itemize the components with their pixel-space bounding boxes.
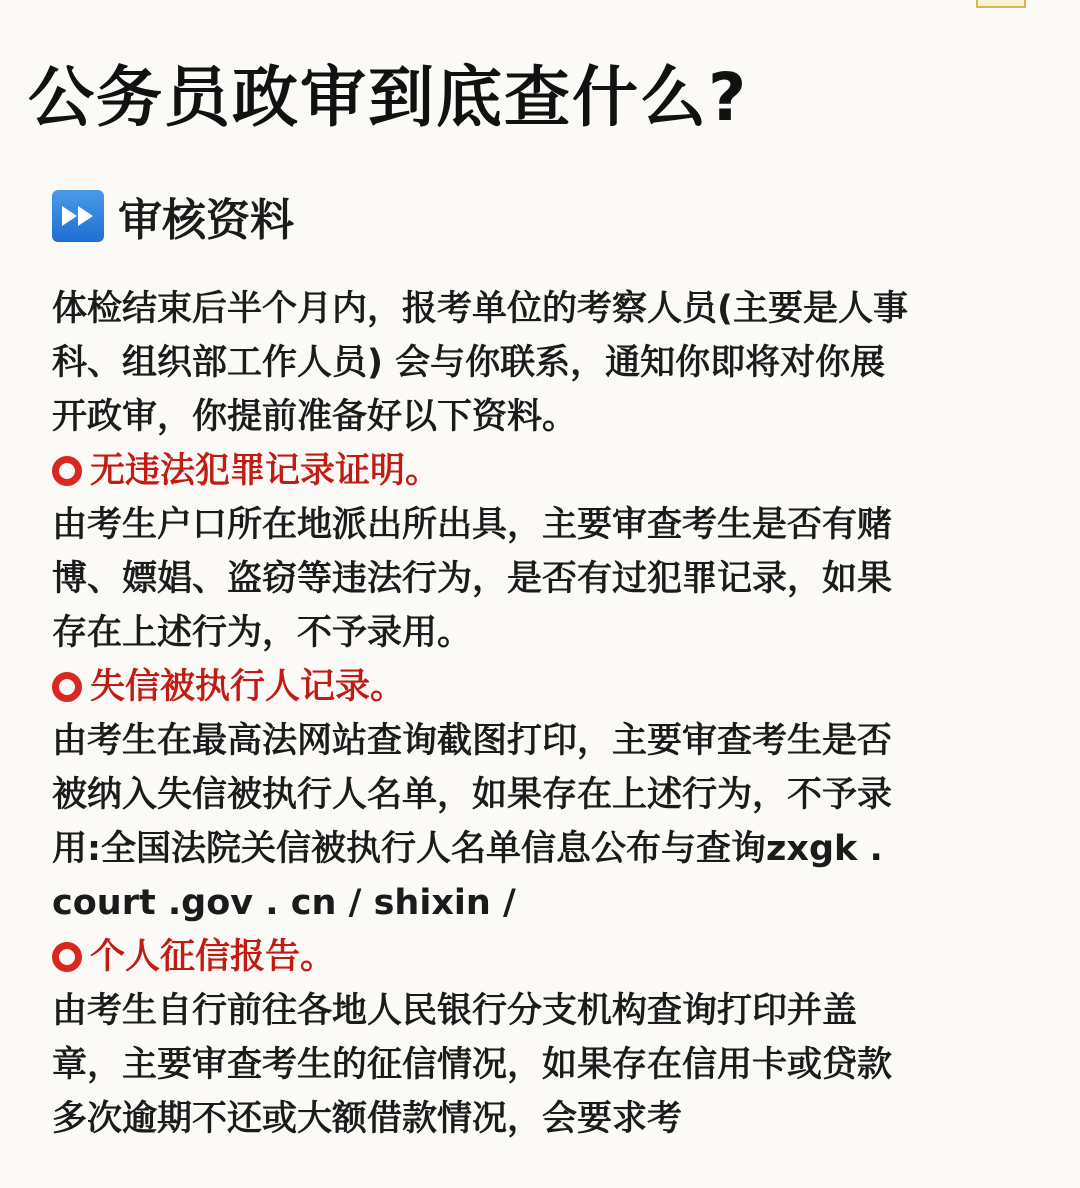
red-ring-icon [52, 456, 82, 486]
item-body-line: 由考生在最高法网站查询截图打印，主要审查考生是否 [52, 721, 893, 761]
item-body-line: 章，主要审查考生的征信情况，如果存在信用卡或贷款 [52, 1045, 893, 1085]
item-body-line: 多次逾期不还或大额借款情况，会要求考 [52, 1099, 683, 1139]
section-header [52, 186, 294, 246]
text-fade-overlay [720, 1086, 1080, 1150]
item-body-line: 由考生户口所在地派出所出具，主要审查考生是否有赌 [52, 505, 893, 545]
red-ring-icon [52, 942, 82, 972]
item-heading-text: 无违法犯罪记录证明。 [90, 451, 441, 491]
item-heading-text: 个人征信报告。 [90, 937, 336, 977]
item-body-line: court .gov . cn / shixin / [52, 883, 516, 923]
intro-line: 体检结束后半个月内，报考单位的考察人员(主要是人事 [52, 289, 908, 329]
section-title: 审核资料 [118, 195, 294, 246]
corner-decoration [976, 0, 1026, 8]
item-heading-text: 失信被执行人记录。 [90, 667, 406, 707]
fast-forward-icon [52, 190, 104, 242]
body-content [52, 282, 1032, 1146]
item-body-line: 被纳入失信被执行人名单，如果存在上述行为，不予录 [52, 775, 893, 815]
page-title: 公务员政审到底查什么? [28, 59, 749, 136]
intro-line: 科、组织部工作人员) 会与你联系，通知你即将对你展 [52, 343, 886, 383]
item-body-line: 博、嫖娼、盗窃等违法行为，是否有过犯罪记录，如果 [52, 559, 893, 599]
red-ring-icon [52, 672, 82, 702]
item-heading-criminal-record [52, 444, 1032, 498]
item-body-line: 由考生自行前往各地人民银行分支机构查询打印并盖 [52, 991, 858, 1031]
item-body-line: 存在上述行为，不予录用。 [52, 613, 473, 653]
item-heading-dishonest-debtor [52, 660, 1032, 714]
intro-line: 开政审，你提前准备好以下资料。 [52, 397, 578, 437]
item-body-line: 用:全国法院关信被执行人名单信息公布与查询zxgk . [52, 829, 883, 869]
item-heading-credit-report [52, 930, 1032, 984]
